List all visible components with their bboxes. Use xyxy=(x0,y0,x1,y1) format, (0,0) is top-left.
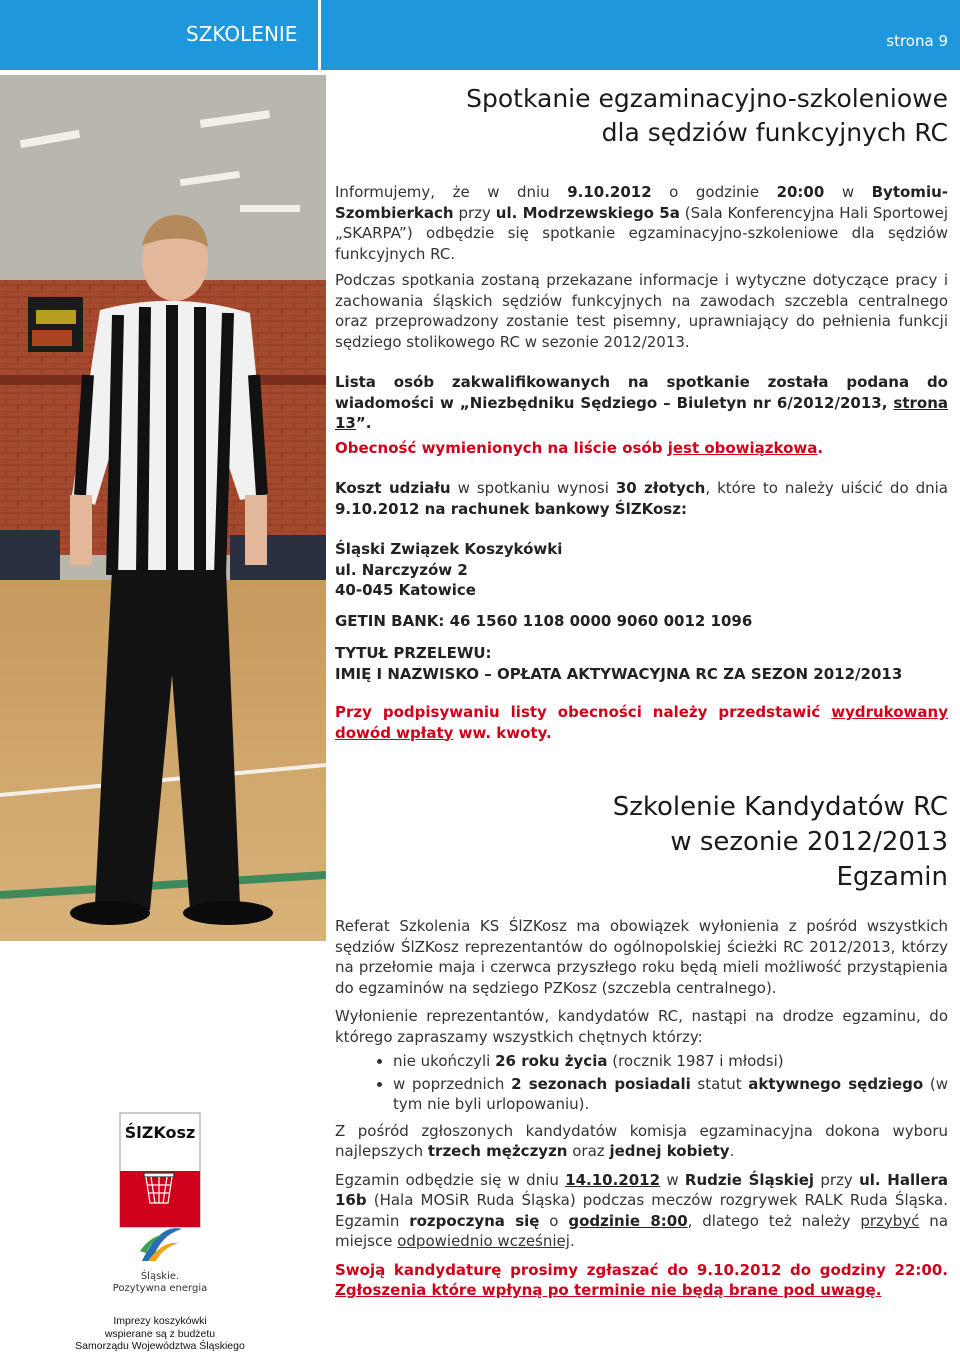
article2-p3: Z pośród zgłoszonych kandydatów komisja egzaminacyjna dokona wyboru najlepszych trzech mężczyzn oraz jednej kobiety. xyxy=(335,1121,948,1160)
bank-address: Śląski Związek Koszykówki ul. Narczyzów 2 40-045 Katowice xyxy=(335,540,563,599)
article2-p5: Swoją kandydaturę prosimy zgłaszać do 9.10.2012 do godziny 22:00. Zgłoszenia które wpłyną po terminie nie będą brane pod uwagę. xyxy=(335,1260,948,1299)
slzkosz-logo xyxy=(118,1111,202,1229)
article2-title-line2: w sezonie 2012/2013 xyxy=(670,827,948,857)
page-13-link[interactable]: strona 13 xyxy=(335,393,948,432)
article2-title xyxy=(448,790,948,895)
transfer-title: TYTUŁ PRZELEWU: IMIĘ I NAZWISKO – OPŁATA AKTYWACYJNA RC ZA SEZON 2012/2013 xyxy=(335,644,903,683)
sidebar xyxy=(0,941,326,1353)
section-title: SZKOLENIE xyxy=(186,22,298,46)
article1-p6: Przy podpisywaniu listy obecności należy przedstawić wydrukowany dowód wpłaty ww. kwoty. xyxy=(335,703,948,742)
article1-title-line2: dla sędziów funkcyjnych RC xyxy=(601,118,948,147)
funding-note xyxy=(60,1315,260,1353)
bank-account: GETIN BANK: 46 1560 1108 0000 9060 0012 1096 xyxy=(335,611,753,630)
slaskie-logo-line2: Pozytywna energia xyxy=(112,1283,208,1294)
article1-p3: Lista osób zakwalifikowanych na spotkanie została podana do wiadomości w „Niezbędniku Sędziego – Biuletyn nr 6/2012/2013, strona 13”. xyxy=(335,373,948,432)
list-item: • nie ukończyli 26 roku życia (rocznik 1987 i młodsi) xyxy=(393,1051,948,1072)
requirements-list xyxy=(335,1051,948,1115)
article2-title-line3: Egzamin xyxy=(836,862,948,892)
funding-note-line3: Samorządu Województwa Śląskiego xyxy=(75,1340,245,1352)
article2-title-line1: Szkolenie Kandydatów RC xyxy=(612,792,948,822)
article1-body xyxy=(335,182,948,743)
article1-title-line1: Spotkanie egzaminacyjno-szkoleniowe xyxy=(466,84,948,113)
article2-p1: Referat Szkolenia KS ŚlZKosz ma obowiązek wyłonienia z pośród wszystkich sędziów ŚlZKosz reprezentantów do ogólnopolskiej ścieżki RC 2012/2013, którzy na przełomie maja i czerwca przyszłego roku będą mieli możliwość przystąpienia do egzaminów na sędziego PZKosz (szczebla centralnego). xyxy=(335,917,948,997)
page-number: strona 9 xyxy=(886,32,948,50)
article2-p2: Wyłonienie reprezentantów, kandydatów RC, nastąpi na drodze egzaminu, do którego zapraszamy wszystkich chętnych którzy: xyxy=(335,1007,948,1046)
article1-title xyxy=(388,82,948,150)
article1-p4: Obecność wymienionych na liście osób jest obowiązkowa. xyxy=(335,438,824,457)
slaskie-logo xyxy=(100,1221,220,1301)
slzkosz-logo-text: ŚlZKosz xyxy=(124,1123,196,1142)
header-section-bar xyxy=(0,0,318,70)
slaskie-logo-line1: Śląskie. xyxy=(140,1271,180,1282)
article1-p1: Informujemy, że w dniu 9.10.2012 o godzinie 20:00 w Bytomiu-Szombierkach przy ul. Modrzewskiego 5a (Sala Konferencyjna Hali Sportowej „SKARPA”) odbędzie się spotkanie egzaminacyjno-szkoleniowe dla sędziów funkcyjnych RC. xyxy=(335,183,949,263)
article1-p5: Koszt udziału w spotkaniu wynosi 30 złotych, które to należy uiścić do dnia 9.10.2012 na rachunek bankowy ŚlZKosz: xyxy=(335,479,949,518)
article2-p4: Egzamin odbędzie się w dniu 14.10.2012 w Rudzie Śląskiej przy ul. Hallera 16b (Hala MOSiR Ruda Śląska) podczas meczów rozgrywek RALK Ruda Śląska. Egzamin rozpoczyna się o godzinie 8:00, dlatego też należy przybyć na miejsce odpowiednio wcześniej. xyxy=(335,1170,949,1250)
article1-p2: Podczas spotkania zostaną przekazane informacje i wytyczne dotyczące pracy i zachowania śląskich sędziów funkcyjnych na zawodach szczebla centralnego oraz przeprowadzony zostanie test pisemny, uprawniający do pełnienia funkcji sędziego stolikowego RC w sezonie 2012/2013. xyxy=(335,271,948,351)
referee-photo xyxy=(0,75,326,941)
funding-note-line1: Imprezy koszykówki xyxy=(113,1315,207,1327)
list-item: • w poprzednich 2 sezonach posiadali statut aktywnego sędziego (w tym nie byli urlopowaniu). xyxy=(393,1074,948,1115)
article2-body xyxy=(335,916,948,1301)
funding-note-line2: wspierane są z budżetu xyxy=(104,1327,216,1340)
header-page-bar xyxy=(321,0,960,70)
